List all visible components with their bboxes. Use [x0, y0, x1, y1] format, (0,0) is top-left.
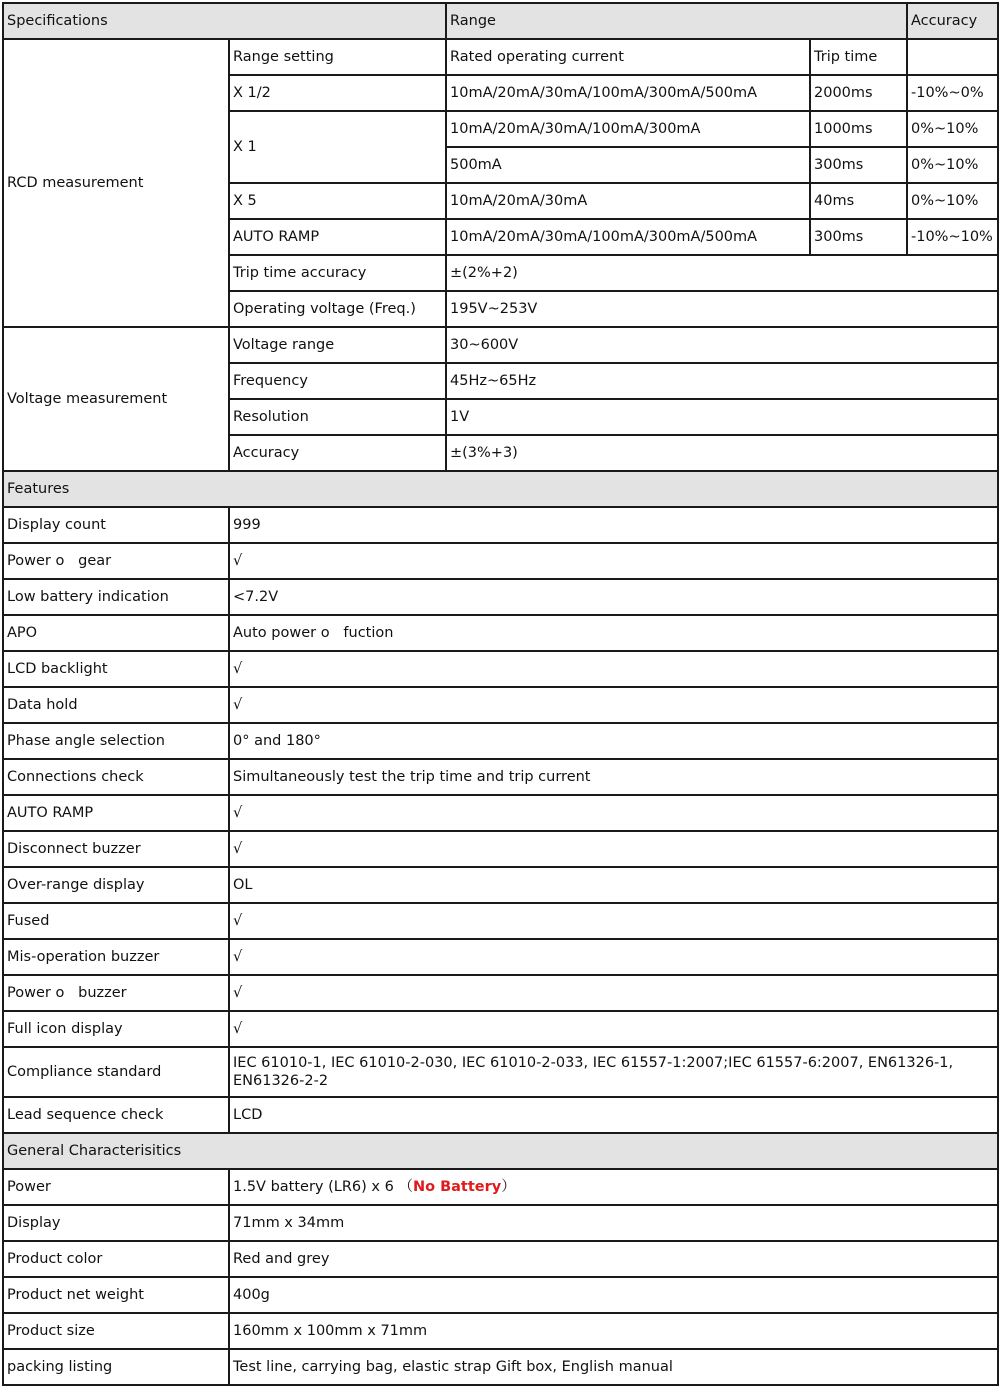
table-row — [3, 507, 998, 543]
table-row — [3, 975, 998, 1011]
feature-value: √ — [229, 975, 998, 1011]
rcd-col-accuracy-empty — [907, 39, 998, 75]
rcd-setting: X 5 — [229, 183, 446, 219]
feature-name: Low battery indication — [3, 579, 229, 615]
rcd-trip: 1000ms — [810, 111, 907, 147]
general-row-value: 71mm x 34mm — [229, 1205, 998, 1241]
operating-voltage-label: Operating voltage (Freq.) — [229, 291, 446, 327]
header-row — [3, 3, 998, 39]
power-close-paren: ） — [501, 1179, 516, 1195]
general-row-name: packing listing — [3, 1349, 229, 1385]
rcd-setting: AUTO RAMP — [229, 219, 446, 255]
table-row — [3, 1277, 998, 1313]
general-row-value: 400g — [229, 1277, 998, 1313]
general-power-label: Power — [3, 1169, 229, 1205]
feature-value: √ — [229, 795, 998, 831]
table-row — [3, 543, 998, 579]
table-row — [3, 327, 998, 363]
rcd-setting: X 1 — [229, 111, 446, 183]
table-row — [3, 831, 998, 867]
feature-value: √ — [229, 1011, 998, 1047]
rcd-accuracy: 0%~10% — [907, 183, 998, 219]
rcd-col-trip-time: Trip time — [810, 39, 907, 75]
rcd-col-rated-current: Rated operating current — [446, 39, 810, 75]
no-battery-note: No Battery — [412, 1179, 502, 1195]
rcd-current: 10mA/20mA/30mA/100mA/300mA/500mA — [446, 219, 810, 255]
feature-value: IEC 61010-1, IEC 61010-2-030, IEC 61010-2-033, IEC 61557-1:2007;IEC 61557-6:2007, EN61326-1, EN61326-2-2 — [229, 1047, 998, 1097]
general-row-name: Product color — [3, 1241, 229, 1277]
feature-value: Auto power o fuction — [229, 615, 998, 651]
feature-value: OL — [229, 867, 998, 903]
general-row-value: Red and grey — [229, 1241, 998, 1277]
feature-name: Compliance standard — [3, 1047, 229, 1097]
spec-table — [2, 2, 999, 1386]
feature-name: Fused — [3, 903, 229, 939]
feature-value: √ — [229, 903, 998, 939]
general-row-name: Display — [3, 1205, 229, 1241]
table-row — [3, 1349, 998, 1385]
voltage-row-name: Accuracy — [229, 435, 446, 471]
general-row-value: 160mm x 100mm x 71mm — [229, 1313, 998, 1349]
table-row — [3, 1169, 998, 1205]
general-section-row — [3, 1133, 998, 1169]
general-title: General Characterisitics — [3, 1133, 998, 1169]
rcd-accuracy: -10%~10% — [907, 219, 998, 255]
trip-time-accuracy-value: ±(2%+2) — [446, 255, 998, 291]
table-row — [3, 759, 998, 795]
voltage-row-value: 45Hz~65Hz — [446, 363, 998, 399]
rcd-accuracy: -10%~0% — [907, 75, 998, 111]
general-row-name: Product size — [3, 1313, 229, 1349]
table-row — [3, 1313, 998, 1349]
header-accuracy: Accuracy — [907, 3, 998, 39]
rcd-trip: 300ms — [810, 219, 907, 255]
feature-name: Disconnect buzzer — [3, 831, 229, 867]
table-row — [3, 1241, 998, 1277]
feature-value: 0° and 180° — [229, 723, 998, 759]
table-row — [3, 867, 998, 903]
voltage-row-value: 1V — [446, 399, 998, 435]
general-power-value — [229, 1169, 998, 1205]
table-row — [3, 651, 998, 687]
rcd-label: RCD measurement — [3, 39, 229, 327]
rcd-current: 10mA/20mA/30mA/100mA/300mA — [446, 111, 810, 147]
features-title: Features — [3, 471, 998, 507]
rcd-trip: 40ms — [810, 183, 907, 219]
rcd-accuracy: 0%~10% — [907, 111, 998, 147]
table-row — [3, 615, 998, 651]
voltage-label: Voltage measurement — [3, 327, 229, 471]
voltage-row-name: Voltage range — [229, 327, 446, 363]
feature-name: Power o buzzer — [3, 975, 229, 1011]
table-row — [3, 1097, 998, 1133]
rcd-trip: 2000ms — [810, 75, 907, 111]
rcd-subheader-row — [3, 39, 998, 75]
rcd-col-range-setting: Range setting — [229, 39, 446, 75]
table-row — [3, 903, 998, 939]
feature-value: √ — [229, 543, 998, 579]
table-row — [3, 1011, 998, 1047]
feature-value: √ — [229, 831, 998, 867]
header-range: Range — [446, 3, 907, 39]
rcd-trip: 300ms — [810, 147, 907, 183]
feature-name: Lead sequence check — [3, 1097, 229, 1133]
table-row — [3, 723, 998, 759]
feature-value: √ — [229, 651, 998, 687]
table-row — [3, 1205, 998, 1241]
rcd-accuracy: 0%~10% — [907, 147, 998, 183]
rcd-current: 10mA/20mA/30mA — [446, 183, 810, 219]
feature-name: AUTO RAMP — [3, 795, 229, 831]
feature-name: Over-range display — [3, 867, 229, 903]
feature-name: Data hold — [3, 687, 229, 723]
feature-name: LCD backlight — [3, 651, 229, 687]
feature-value: Simultaneously test the trip time and trip current — [229, 759, 998, 795]
feature-value: LCD — [229, 1097, 998, 1133]
feature-name: Full icon display — [3, 1011, 229, 1047]
operating-voltage-value: 195V~253V — [446, 291, 998, 327]
rcd-current: 10mA/20mA/30mA/100mA/300mA/500mA — [446, 75, 810, 111]
voltage-row-value: 30~600V — [446, 327, 998, 363]
voltage-row-name: Frequency — [229, 363, 446, 399]
feature-value: <7.2V — [229, 579, 998, 615]
voltage-row-value: ±(3%+3) — [446, 435, 998, 471]
features-section-row — [3, 471, 998, 507]
feature-name: Phase angle selection — [3, 723, 229, 759]
header-specifications: Specifications — [3, 3, 446, 39]
feature-value: √ — [229, 687, 998, 723]
feature-name: Mis-operation buzzer — [3, 939, 229, 975]
feature-value: 999 — [229, 507, 998, 543]
feature-name: APO — [3, 615, 229, 651]
feature-name: Power o gear — [3, 543, 229, 579]
general-row-name: Product net weight — [3, 1277, 229, 1313]
table-row — [3, 579, 998, 615]
power-battery-text: 1.5V battery (LR6) x 6 （ — [233, 1179, 413, 1195]
table-row — [3, 1047, 998, 1097]
feature-name: Display count — [3, 507, 229, 543]
trip-time-accuracy-label: Trip time accuracy — [229, 255, 446, 291]
rcd-setting: X 1/2 — [229, 75, 446, 111]
feature-name: Connections check — [3, 759, 229, 795]
general-row-value: Test line, carrying bag, elastic strap Gift box, English manual — [229, 1349, 998, 1385]
table-row — [3, 687, 998, 723]
voltage-row-name: Resolution — [229, 399, 446, 435]
table-row — [3, 939, 998, 975]
rcd-current: 500mA — [446, 147, 810, 183]
feature-value: √ — [229, 939, 998, 975]
table-row — [3, 795, 998, 831]
